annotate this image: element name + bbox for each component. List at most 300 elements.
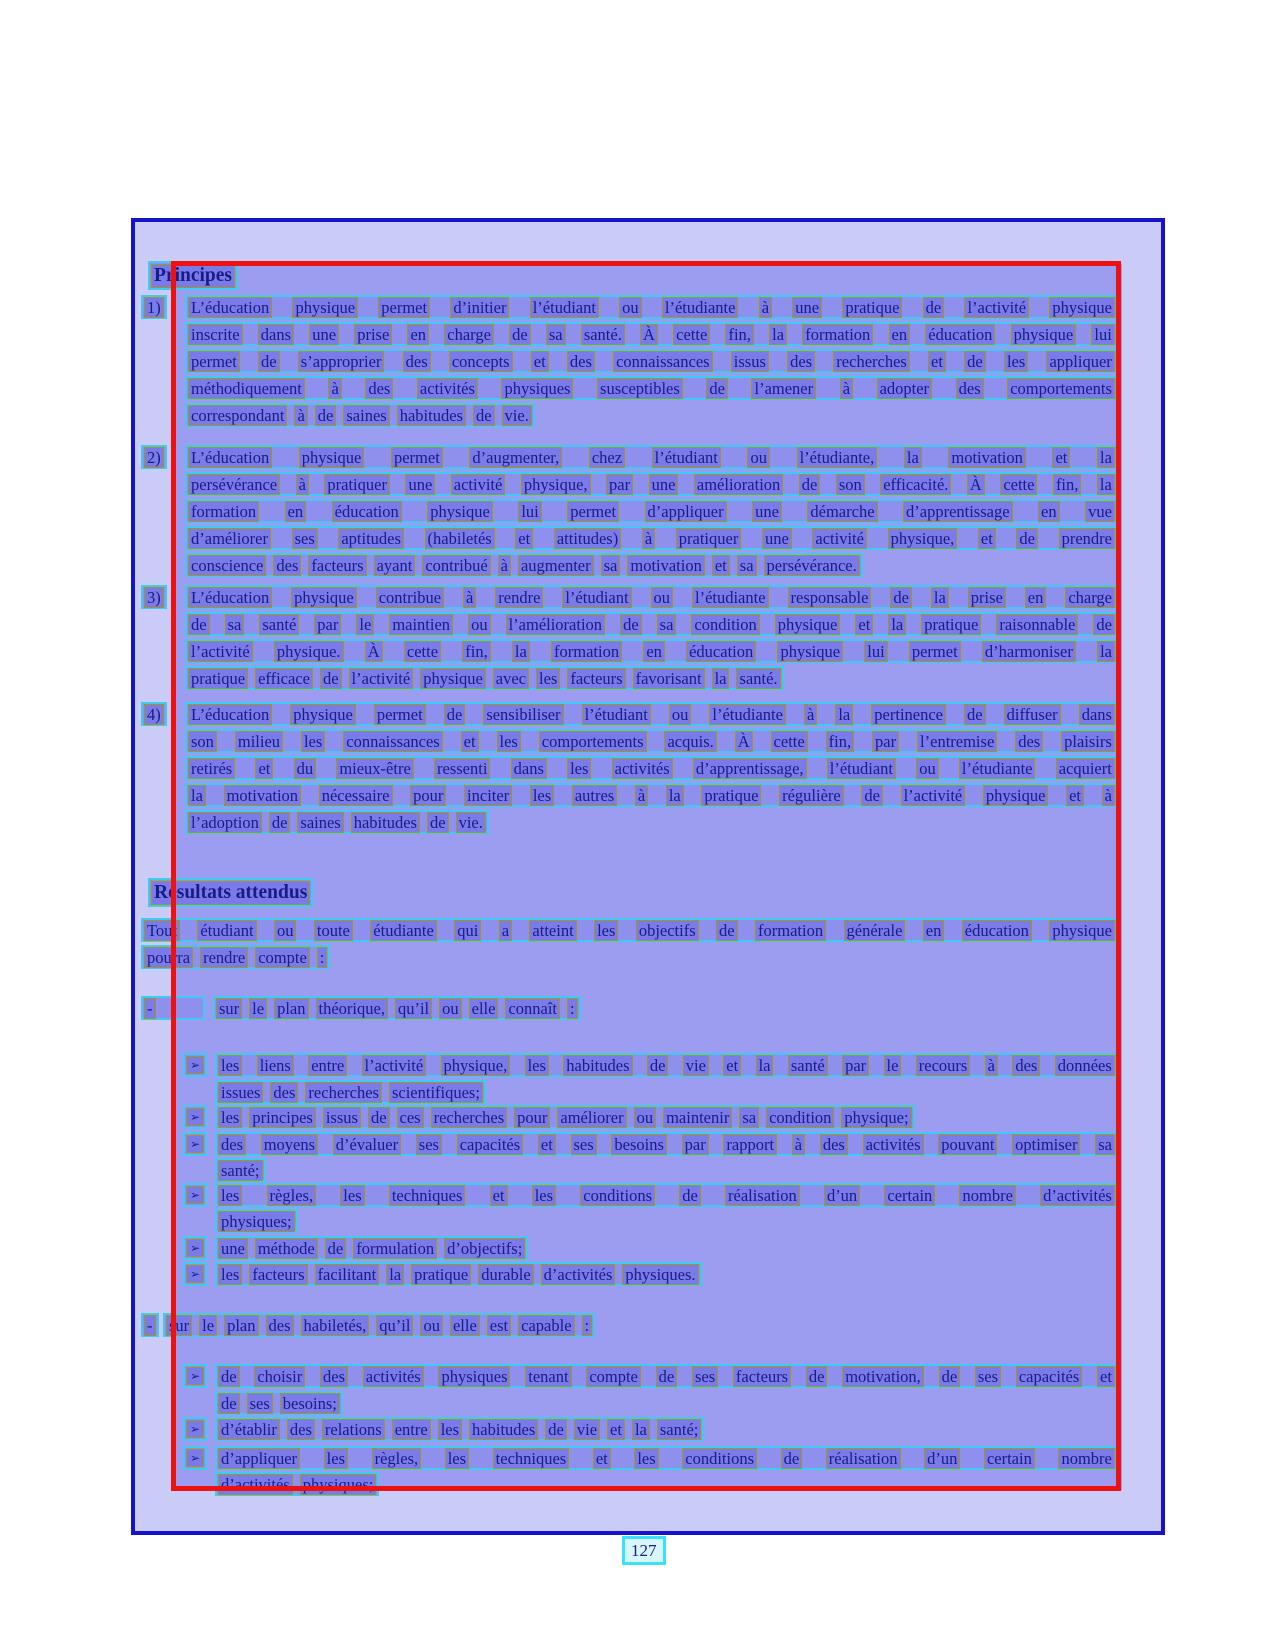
ocr-word: susceptibles [597, 378, 683, 399]
ocr-word: motivation, [842, 1366, 924, 1387]
dash-bullet-text: - [144, 1315, 156, 1336]
ocr-word: une [752, 501, 782, 522]
ocr-word: et [490, 1185, 508, 1206]
ocr-word: les [218, 1055, 242, 1076]
ocr-word: rendre [495, 587, 543, 608]
ocr-word: physique, [521, 474, 591, 495]
ocr-word: ou [619, 297, 642, 318]
ocr-word: la [386, 1264, 404, 1285]
ocr-word: activité [451, 474, 506, 495]
ocr-word: de [325, 1238, 347, 1259]
ocr-word: le [249, 998, 267, 1019]
ocr-word: et [607, 1419, 625, 1440]
ocr-word: réalisation [725, 1185, 800, 1206]
ocr-word: habitudes [563, 1055, 632, 1076]
ocr-word: formation [755, 920, 826, 941]
ocr-word: inscrite [188, 324, 243, 345]
ocr-word: issus [323, 1107, 361, 1128]
ocr-word: ou [439, 998, 462, 1019]
ocr-word: conditions [580, 1185, 655, 1206]
ocr-word: d’activités [1040, 1185, 1115, 1206]
list-number-text: 1) [144, 297, 164, 318]
ocr-word: capacités [1016, 1366, 1082, 1387]
ocr-word: qu’il [376, 1315, 413, 1336]
ocr-word: maintien [389, 614, 453, 635]
ocr-word: d’initier [450, 297, 509, 318]
ocr-word: les [536, 668, 560, 689]
ocr-word: contribue [376, 587, 444, 608]
ocr-word: des [956, 378, 984, 399]
ocr-word: à [635, 785, 648, 806]
ocr-word: issus [731, 351, 769, 372]
bullet-arrow-icon-text: ➢ [186, 1186, 204, 1204]
ocr-word: L’éducation [188, 704, 272, 725]
ocr-word: de [861, 785, 883, 806]
ocr-word: de [806, 1366, 828, 1387]
ocr-word: attitudes) [554, 528, 621, 549]
ocr-word: théorique, [316, 998, 388, 1019]
ocr-word: connaissances [613, 351, 712, 372]
ocr-word: méthodiquement [188, 378, 305, 399]
ocr-word: physiques; [300, 1474, 377, 1495]
ocr-word: plan [224, 1315, 258, 1336]
ocr-word: qu’il [395, 998, 432, 1019]
ocr-word: le [356, 614, 374, 635]
ocr-word: L’éducation [188, 587, 272, 608]
ocr-word: de [706, 378, 728, 399]
ocr-word: et [928, 351, 946, 372]
ocr-word: des [365, 378, 393, 399]
ocr-word: d’appliquer [218, 1448, 300, 1469]
ocr-word: l’étudiant [562, 587, 631, 608]
ocr-word: l’étudiant [582, 704, 651, 725]
list-number [141, 585, 167, 609]
ocr-word: une [218, 1238, 248, 1259]
ocr-word: activités [612, 758, 673, 779]
ocr-word: son [836, 474, 865, 495]
ocr-word: ses [692, 1366, 718, 1387]
bullet-arrow-icon-text: ➢ [186, 1420, 204, 1438]
ocr-word: formulation [353, 1238, 437, 1259]
ocr-word: d’améliorer [188, 528, 271, 549]
ocr-word: les [218, 1185, 242, 1206]
ocr-word: pratique [921, 614, 981, 635]
ocr-word: correspondant [188, 405, 287, 426]
ocr-word: pratique [842, 297, 902, 318]
ocr-word: motivation [627, 555, 705, 576]
ocr-word: besoins [611, 1134, 667, 1155]
ocr-word: et [531, 351, 549, 372]
ocr-word: toute [314, 920, 353, 941]
ocr-word: des [567, 351, 595, 372]
ocr-word: habitudes [469, 1419, 538, 1440]
ocr-word: de [923, 297, 945, 318]
ocr-word: lui [1091, 324, 1114, 345]
ocr-word: comportements [539, 731, 647, 752]
ocr-word: sa [546, 324, 566, 345]
ocr-word: saines [297, 812, 343, 833]
ocr-word: cette [404, 641, 441, 662]
ocr-word: : [567, 998, 578, 1019]
ocr-word: d’activités [218, 1474, 293, 1495]
ocr-word: de [656, 1366, 678, 1387]
ocr-word: de [1093, 614, 1115, 635]
ocr-word: nombre [1058, 1448, 1114, 1469]
ocr-word: lui [864, 641, 887, 662]
ocr-word: des [1015, 731, 1043, 752]
ocr-word: facteurs [249, 1264, 307, 1285]
ocr-word: de [218, 1366, 240, 1387]
ocr-word: santé. [581, 324, 625, 345]
list-number [141, 445, 167, 469]
ocr-word: et [712, 555, 730, 576]
ocr-word: à [792, 1134, 805, 1155]
ocr-word: efficacité. [880, 474, 951, 495]
ocr-word: les [445, 1448, 469, 1469]
ocr-word: atteint [529, 920, 576, 941]
ocr-word: ou [420, 1315, 443, 1336]
ocr-word: de [647, 1055, 669, 1076]
ocr-word: sa [1095, 1134, 1115, 1155]
ocr-word: sa [601, 555, 621, 576]
ocr-word: physiques [501, 378, 573, 399]
ocr-word: l’étudiante, [797, 447, 878, 468]
ocr-word: autres [572, 785, 617, 806]
ocr-word: sa [225, 614, 245, 635]
ocr-word: de [620, 614, 642, 635]
ocr-word: de [890, 587, 912, 608]
ocr-word: principes [249, 1107, 315, 1128]
ocr-word: ces [397, 1107, 424, 1128]
ocr-word: ou [274, 920, 297, 941]
ocr-word: physique, [441, 1055, 511, 1076]
ocr-word: et [978, 528, 996, 549]
ocr-word: certain [984, 1448, 1035, 1469]
ocr-word: les [438, 1419, 462, 1440]
ocr-word: de [1016, 528, 1038, 549]
ocr-word: concepts [449, 351, 513, 372]
ocr-word: santé; [657, 1419, 702, 1440]
ocr-word: et [1052, 447, 1070, 468]
ocr-word: ou [634, 1107, 657, 1128]
ocr-word: entre [308, 1055, 347, 1076]
ocr-word: physiques [438, 1366, 510, 1387]
ocr-word: pour [514, 1107, 550, 1128]
ocr-word: formation [802, 324, 873, 345]
ocr-word: prise [354, 324, 392, 345]
ocr-word: de [799, 474, 821, 495]
ocr-word: facteurs [733, 1366, 791, 1387]
ocr-word: améliorer [557, 1107, 626, 1128]
page-number [622, 1536, 666, 1565]
ocr-word: prendre [1059, 528, 1115, 549]
bullet-arrow-icon-text: ➢ [186, 1239, 204, 1257]
ocr-word: d’harmoniser [982, 641, 1076, 662]
ocr-word: l’activité [964, 297, 1029, 318]
ocr-word: en [643, 641, 665, 662]
ocr-word: l’amener [751, 378, 816, 399]
ocr-word: physique [292, 297, 358, 318]
ocr-word: cette [673, 324, 710, 345]
ocr-word: de [964, 351, 986, 372]
section-heading-text: Principes [151, 264, 235, 288]
ocr-word: formation [551, 641, 622, 662]
ocr-word: physique [427, 501, 493, 522]
ocr-word: l’adoption [188, 812, 262, 833]
ocr-word: l’entremise [917, 731, 997, 752]
ocr-word: à [328, 378, 341, 399]
ocr-word: facilitant [315, 1264, 380, 1285]
ocr-word: l’étudiante [662, 297, 739, 318]
ocr-word: pratique [188, 668, 248, 689]
ocr-word: favorisant [633, 668, 705, 689]
ocr-word: : [317, 947, 328, 968]
ocr-word: condition [691, 614, 759, 635]
ocr-word: de [427, 812, 449, 833]
ocr-word: d’augmenter, [469, 447, 562, 468]
ocr-word: capacités [457, 1134, 523, 1155]
ocr-word: ses [571, 1134, 597, 1155]
ocr-word: par [842, 1055, 869, 1076]
ocr-word: les [340, 1185, 364, 1206]
ocr-word: dans [1079, 704, 1115, 725]
ocr-word: physique [290, 704, 356, 725]
ocr-word: d’apprentissage [903, 501, 1013, 522]
ocr-word: elle [450, 1315, 480, 1336]
ocr-word: physique; [841, 1107, 911, 1128]
ocr-word: motivation [224, 785, 302, 806]
ocr-word: physique [291, 587, 357, 608]
ocr-word: démarche [807, 501, 877, 522]
ocr-word: les [1004, 351, 1028, 372]
ocr-word: l’étudiant [652, 447, 721, 468]
ocr-word: une [762, 528, 792, 549]
ocr-word: milieu [235, 731, 283, 752]
ocr-word: physique [1049, 920, 1115, 941]
ocr-word: habitudes [397, 405, 466, 426]
ocr-word: santé; [218, 1160, 263, 1181]
ocr-word: santé [259, 614, 299, 635]
ocr-word: conscience [188, 555, 266, 576]
bullet-arrow-icon-text: ➢ [186, 1265, 204, 1283]
ocr-word: de [939, 1366, 961, 1387]
ocr-word: est [487, 1315, 511, 1336]
ocr-word: des [403, 351, 431, 372]
ocr-word: ou [747, 447, 770, 468]
ocr-word: persévérance [188, 474, 280, 495]
ocr-word: objectifs [636, 920, 699, 941]
ocr-word: et [515, 528, 533, 549]
ocr-word: sur [166, 1315, 192, 1336]
ocr-word: dans [258, 324, 294, 345]
ocr-word: physique [777, 641, 843, 662]
ocr-word: compte [255, 947, 310, 968]
ocr-word: physique [299, 447, 365, 468]
ocr-word: en [1025, 587, 1047, 608]
ocr-word: par [682, 1134, 709, 1155]
ocr-word: une [649, 474, 679, 495]
ocr-word: recours [916, 1055, 971, 1076]
ocr-word: connaissances [343, 731, 442, 752]
ocr-word: cette [771, 731, 808, 752]
list-number-text: 2) [144, 447, 164, 468]
ocr-word: acquiert [1056, 758, 1115, 779]
list-number [141, 702, 167, 726]
ocr-word: permet [567, 501, 619, 522]
ocr-word: de [320, 668, 342, 689]
ocr-word: motivation [948, 447, 1026, 468]
ocr-word: à [1102, 785, 1115, 806]
ocr-word: et [255, 758, 273, 779]
ocr-word: permet [378, 297, 430, 318]
ocr-word: acquis. [664, 731, 716, 752]
ocr-word: mieux-être [336, 758, 413, 779]
ocr-word: amélioration [694, 474, 783, 495]
ocr-word: les [530, 785, 554, 806]
ocr-word: générale [844, 920, 906, 941]
ocr-word: tenant [525, 1366, 571, 1387]
ocr-word: l’étudiante [692, 587, 769, 608]
ocr-word: les [301, 731, 325, 752]
ocr-word: et [593, 1448, 611, 1469]
ocr-word: la [756, 1055, 774, 1076]
ocr-word: régulière [779, 785, 844, 806]
ocr-word: techniques [389, 1185, 466, 1206]
ocr-word: de [188, 614, 210, 635]
ocr-word: contribué [422, 555, 490, 576]
ocr-word: éducation [332, 501, 402, 522]
ocr-word: physique, [888, 528, 958, 549]
ocr-word: À [365, 641, 383, 662]
ocr-word: les [218, 1264, 242, 1285]
ocr-word: scientifiques; [389, 1082, 483, 1103]
ocr-word: elle [469, 998, 499, 1019]
ocr-word: techniques [493, 1448, 570, 1469]
ocr-word: les [218, 1107, 242, 1128]
ocr-word: l’activité [188, 641, 253, 662]
ocr-word: données [1055, 1055, 1115, 1076]
ocr-word: à [840, 378, 853, 399]
ocr-word: et [538, 1134, 556, 1155]
ocr-word: ou [669, 704, 692, 725]
ocr-word: fin, [1053, 474, 1081, 495]
ocr-word: nécessaire [319, 785, 393, 806]
ocr-word: ses [292, 528, 318, 549]
ocr-word: les [497, 731, 521, 752]
ocr-word: fin, [462, 641, 490, 662]
list-number-text: 4) [144, 704, 164, 725]
ocr-word: ses [416, 1134, 442, 1155]
ocr-word: par [314, 614, 341, 635]
ocr-word: le [884, 1055, 902, 1076]
ocr-word: l’étudiant [827, 758, 896, 779]
ocr-word: diffuser [1004, 704, 1061, 725]
section-heading-text: Résultats attendus [151, 881, 310, 905]
ocr-word: besoins; [280, 1393, 340, 1414]
ocr-word: d’apprentissage, [693, 758, 807, 779]
ocr-word: À [640, 324, 658, 345]
ocr-word: dans [511, 758, 547, 779]
ocr-word: ou [916, 758, 939, 779]
ocr-word: permet [374, 704, 426, 725]
ocr-word: permet [188, 351, 240, 372]
ocr-word: en [407, 324, 429, 345]
ocr-word: règles, [267, 1185, 317, 1206]
ocr-word: de [509, 324, 531, 345]
red-annotation-box [171, 261, 1121, 1491]
bullet-arrow-icon-text: ➢ [186, 1449, 204, 1467]
ocr-word: d’établir [218, 1419, 280, 1440]
ocr-word: rapport [723, 1134, 777, 1155]
ocr-word: capable [518, 1315, 574, 1336]
ocr-word: règles, [372, 1448, 422, 1469]
ocr-word: recherches [305, 1082, 382, 1103]
ocr-word: les [532, 1185, 556, 1206]
ocr-word: l’activité [362, 1055, 427, 1076]
ocr-word: aptitudes [338, 528, 404, 549]
ocr-word: éducation [962, 920, 1032, 941]
ocr-word: inciter [464, 785, 512, 806]
ocr-word: l’activité [349, 668, 414, 689]
ocr-word: fin, [826, 731, 854, 752]
dash-bullet-text: - [144, 998, 156, 1019]
ocr-word: de [368, 1107, 390, 1128]
ocr-word: de [716, 920, 738, 941]
ocr-word: charge [444, 324, 494, 345]
ocr-word: la [888, 614, 906, 635]
ocr-word: choisir [254, 1366, 305, 1387]
bullet-arrow-icon-text: ➢ [186, 1108, 204, 1126]
ocr-word: la [931, 587, 949, 608]
ocr-word: d’activités [541, 1264, 616, 1285]
ocr-word: : [582, 1315, 593, 1336]
ocr-word: des [320, 1366, 348, 1387]
ocr-word: la [1097, 447, 1115, 468]
ocr-word: une [405, 474, 435, 495]
ocr-word: à [759, 297, 772, 318]
ocr-word: à [294, 405, 307, 426]
ocr-word: activités [363, 1366, 424, 1387]
ocr-word: santé [788, 1055, 828, 1076]
ocr-word: chez [589, 447, 625, 468]
ocr-word: la [835, 704, 853, 725]
ocr-word: ou [651, 587, 674, 608]
ocr-word: des [270, 1082, 298, 1103]
ocr-word: et [461, 731, 479, 752]
ocr-word: À [735, 731, 753, 752]
ocr-word: physiques. [622, 1264, 698, 1285]
ocr-word: ses [247, 1393, 273, 1414]
ocr-word: en [285, 501, 307, 522]
ocr-word: saines [343, 405, 389, 426]
ocr-word: la [712, 668, 730, 689]
ocr-word: des [218, 1134, 246, 1155]
ocr-word: la [512, 641, 530, 662]
ocr-word: responsable [788, 587, 872, 608]
ocr-word: la [188, 785, 206, 806]
ocr-word: de [679, 1185, 701, 1206]
bullet-arrow-icon-text: ➢ [186, 1056, 204, 1074]
ocr-word: sa [657, 614, 677, 635]
ocr-word: d’objectifs; [444, 1238, 525, 1259]
ocr-word: les [594, 920, 618, 941]
ocr-word: rendre [200, 947, 248, 968]
ocr-word: de [258, 351, 280, 372]
ocr-word: en [889, 324, 911, 345]
ocr-word: des [273, 555, 301, 576]
ocr-word: éducation [686, 641, 756, 662]
ocr-word: l’activité [901, 785, 966, 806]
